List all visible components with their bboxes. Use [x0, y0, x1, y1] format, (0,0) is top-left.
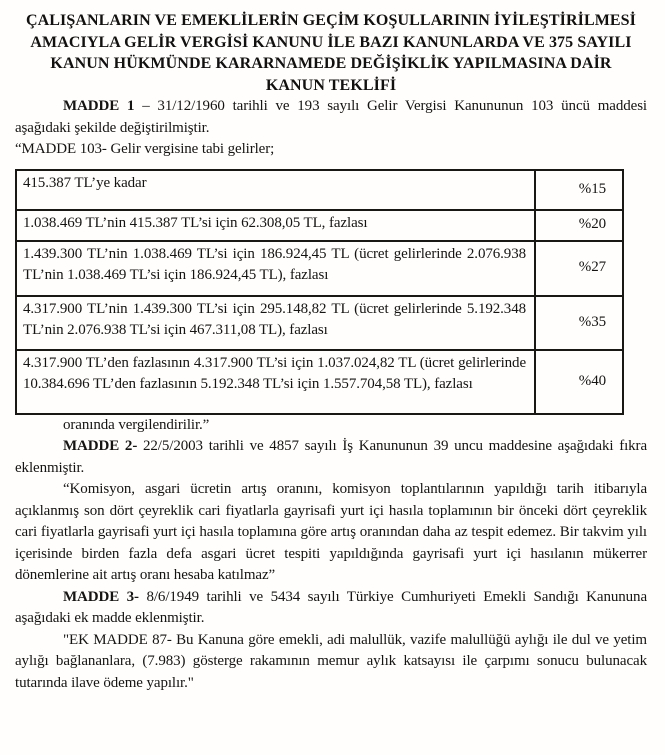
tax-bracket-row: [16, 296, 623, 350]
article-1-quote-intro: “MADDE 103- Gelir vergisine tabi gelirler;: [15, 141, 275, 157]
article-2-paragraph: [15, 436, 647, 479]
tax-bracket-row: [16, 210, 623, 241]
income-tax-bracket-table: [15, 169, 624, 415]
article-1-paragraph: [15, 96, 647, 139]
rate-cell: %15: [535, 170, 623, 210]
bracket-cell: 1.038.469 TL’nin 415.387 TL’si için 62.308,05 TL, fazlası: [16, 210, 535, 241]
table-closing-line: oranında vergilendirilir.”: [63, 416, 210, 433]
tax-bracket-row: [16, 170, 623, 210]
article-2-body: 22/5/2003 tarihli ve 4857 sayılı İş Kanununun 39 uncu maddesine aşağıdaki fıkra eklenmiştir.: [15, 438, 648, 476]
article-3-body: 8/6/1949 tarihli ve 5434 sayılı Türkiye Cumhuriyeti Emekli Sandığı Kanununa aşağıdaki ek madde eklenmiştir.: [15, 588, 648, 626]
bracket-cell: 4.317.900 TL’nin 1.439.300 TL’si için 295.148,82 TL (ücret gelirlerinde 5.192.348 TL’nin 2.076.938 TL’si için 467.311,08 TL), fazlası: [16, 296, 535, 350]
rate-cell: %20: [535, 210, 623, 241]
article-3-paragraph: [15, 587, 647, 630]
bracket-cell: 415.387 TL’ye kadar: [16, 170, 535, 210]
rate-cell: %40: [535, 350, 623, 414]
rate-cell: %35: [535, 296, 623, 350]
article-1-body: – 31/12/1960 tarihli ve 193 sayılı Gelir Vergisi Kanununun 103 üncü maddesi aşağıdaki şekilde değiştirilmiştir.: [15, 98, 648, 136]
title-line-4: KANUN TEKLİFİ: [265, 76, 397, 94]
document-title: [15, 10, 647, 96]
title-line-3: KANUN HÜKMÜNDE KARARNAMEDE DEĞİŞİKLİK YAPILMASINA DAİR: [50, 55, 612, 72]
tax-bracket-row: [16, 241, 623, 296]
title-line-1: ÇALIŞANLARIN VE EMEKLİLERİN GEÇİM KOŞULLARININ İYİLEŞTİRİLMESİ: [25, 12, 637, 29]
article-2-label: MADDE 2-: [63, 438, 138, 454]
article-2-quote-paragraph: “Komisyon, asgari ücretin artış oranını, komisyon toplantılarının yapıldığı tarih itibarıyla açıklanmış son dört çeyreklik cari fiyatlarla gayrisafi yurt içi hasıla toplamının bir önceki dört çeyreklik cari fiyatlarla gayrisafi yurt içi hasıla toplamına göre artış oranından daha az tespit edemez. Bir takvim yılı içerisinde birden fazla defa asgari ücret tespiti yapıldığında gayrisafi yurt içi hasılanın mükerrer dönemlerine ait artış oranı hesaba katılmaz”: [15, 481, 647, 583]
bracket-cell: 4.317.900 TL’den fazlasının 4.317.900 TL’si için 1.037.024,82 TL (ücret gelirlerinde 10.384.696 TL’den fazlasının 5.192.348 TL’si için 1.557.704,58 TL), fazlası: [16, 350, 535, 414]
title-line-2: AMACIYLA GELİR VERGİSİ KANUNU İLE BAZI KANUNLARDA VE 375 SAYILI: [30, 33, 632, 51]
article-1-label: MADDE 1: [63, 98, 135, 114]
bracket-cell: 1.439.300 TL’nin 1.038.469 TL’si için 186.924,45 TL (ücret gelirlerinde 2.076.938 TL’nin 1.038.469 TL’si için 186.924,45 TL), fazlası: [16, 241, 535, 296]
article-3-quote-paragraph: "EK MADDE 87- Bu Kanuna göre emekli, adi malullük, vazife malullüğü aylığı ile dul ve yetim aylığı bağlananlara, (7.983) gösterge rakamının memur aylık katsayısı ile çarpımı sonucu bulunacak tutarında ilave ödeme yapılır.": [15, 631, 647, 691]
tax-bracket-row: [16, 350, 623, 414]
rate-cell: %27: [535, 241, 623, 296]
article-3-label: MADDE 3-: [63, 588, 139, 605]
